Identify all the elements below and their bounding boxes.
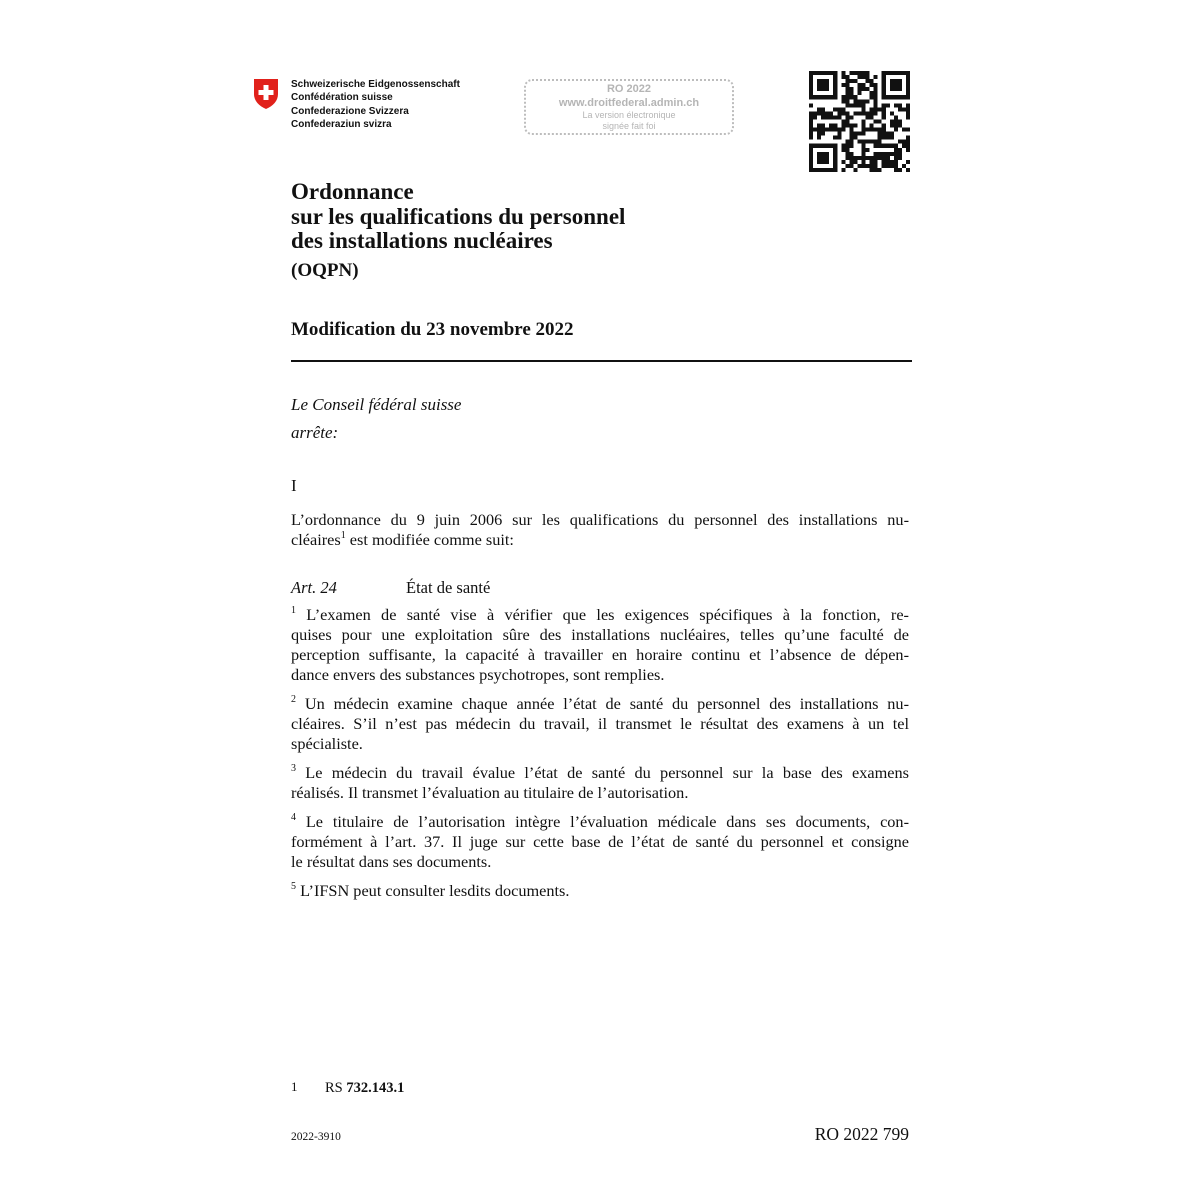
intro-line bbox=[291, 530, 909, 550]
swiss-cross-icon bbox=[252, 78, 280, 110]
paragraph-line: cléaires. S’il n’est pas médecin du travail, il transmet le résultat des examens à un tel bbox=[291, 714, 909, 733]
paragraph-line: formément à l’art. 37. Il juge sur cette base de l’état de santé du personnel et consigne bbox=[291, 832, 909, 851]
article-title: État de santé bbox=[406, 578, 491, 597]
paragraph-line-text: L’IFSN peut consulter lesdits documents. bbox=[300, 881, 570, 900]
stamp-line-1: RO 2022 bbox=[606, 83, 652, 95]
document-abbreviation: (OQPN) bbox=[291, 260, 359, 281]
paragraph-line: le résultat dans ses documents. bbox=[291, 852, 492, 871]
confederation-name-de: Schweizerische Eidgenossenschaft bbox=[291, 79, 460, 90]
intro-line-end: est modifiée comme suit: bbox=[345, 530, 514, 549]
paragraph-number: 3 bbox=[291, 763, 296, 774]
paragraph-line bbox=[291, 605, 909, 625]
title-line-2: sur les qualifications du personnel bbox=[291, 203, 626, 229]
paragraph-line: réalisés. Il transmet l’évaluation au titulaire de l’autorisation. bbox=[291, 783, 689, 802]
intro-line-start: cléaires bbox=[291, 530, 341, 549]
modification-date: Modification du 23 novembre 2022 bbox=[291, 319, 574, 340]
preamble bbox=[291, 391, 461, 447]
confederation-names bbox=[291, 78, 460, 132]
footnote-number: 1 bbox=[291, 1079, 298, 1094]
section-number: I bbox=[291, 476, 297, 495]
paragraph-line bbox=[291, 763, 909, 783]
article-paragraphs bbox=[291, 605, 909, 910]
ro-reference: RO 2022 799 bbox=[814, 1124, 909, 1144]
stamp-line-2: www.droitfederal.admin.ch bbox=[558, 97, 700, 109]
paragraph-line: dance envers des substances psychotropes, sont remplies. bbox=[291, 665, 665, 684]
article-paragraph-2 bbox=[291, 694, 909, 754]
title-line-1: Ordonnance bbox=[291, 179, 414, 204]
confederation-name-rm: Confederaziun svizra bbox=[291, 119, 392, 131]
paragraph-line bbox=[291, 881, 909, 901]
footnote-reference-link[interactable]: 732.143.1 bbox=[346, 1080, 405, 1096]
paragraph-number: 1 bbox=[291, 605, 296, 616]
intro-paragraph bbox=[291, 510, 909, 550]
paragraph-line bbox=[291, 694, 909, 714]
stamp-line-3: La version électronique bbox=[582, 110, 676, 120]
article-paragraph-3 bbox=[291, 763, 909, 803]
confederation-name-fr: Confédération suisse bbox=[291, 92, 393, 104]
paragraph-number: 5 bbox=[291, 881, 296, 892]
article-paragraph-5 bbox=[291, 881, 909, 901]
paragraph-line-text: Le titulaire de l’autorisation intègre l’évaluation médicale dans ses documents, con- bbox=[305, 812, 909, 831]
preamble-line-2: arrête: bbox=[291, 423, 339, 442]
article-paragraph-4 bbox=[291, 812, 909, 872]
article-number: Art. 24 bbox=[291, 578, 337, 597]
article-paragraph-1 bbox=[291, 605, 909, 685]
footnote-reference[interactable]: 1 bbox=[340, 530, 346, 541]
paragraph-line: perception suffisante, la capacité à travailler en horaire continu et l’absence de dépen- bbox=[291, 645, 909, 664]
confederation-name-it: Confederazione Svizzera bbox=[291, 105, 409, 117]
electronic-signature-stamp bbox=[524, 79, 734, 135]
footnote-text bbox=[325, 1078, 404, 1098]
paragraph-line-text: Un médecin examine chaque année l’état de santé du personnel des installations nu- bbox=[304, 694, 909, 713]
title-divider bbox=[291, 360, 912, 362]
footnote-prefix: RS bbox=[325, 1080, 347, 1096]
document-id: 2022-3910 bbox=[291, 1131, 341, 1143]
intro-line: L’ordonnance du 9 juin 2006 sur les qualifications du personnel des installations nu- bbox=[291, 510, 909, 529]
paragraph-number: 2 bbox=[291, 694, 296, 705]
paragraph-line bbox=[291, 812, 909, 832]
qr-code-icon bbox=[809, 71, 910, 172]
paragraph-line-text: L’examen de santé vise à vérifier que les exigences spécifiques à la fonction, re- bbox=[306, 605, 909, 624]
document-title bbox=[291, 180, 625, 254]
stamp-line-4: signée fait foi bbox=[602, 121, 656, 131]
title-line-3: des installations nucléaires bbox=[291, 228, 553, 253]
paragraph-line: quises pour une exploitation sûre des installations nucléaires, telles qu’une faculté de bbox=[291, 625, 909, 644]
paragraph-number: 4 bbox=[291, 812, 296, 823]
paragraph-line-text: Le médecin du travail évalue l’état de santé du personnel sur la base des examens bbox=[305, 763, 909, 782]
preamble-line-1: Le Conseil fédéral suisse bbox=[291, 395, 462, 414]
paragraph-line: spécialiste. bbox=[291, 734, 363, 753]
